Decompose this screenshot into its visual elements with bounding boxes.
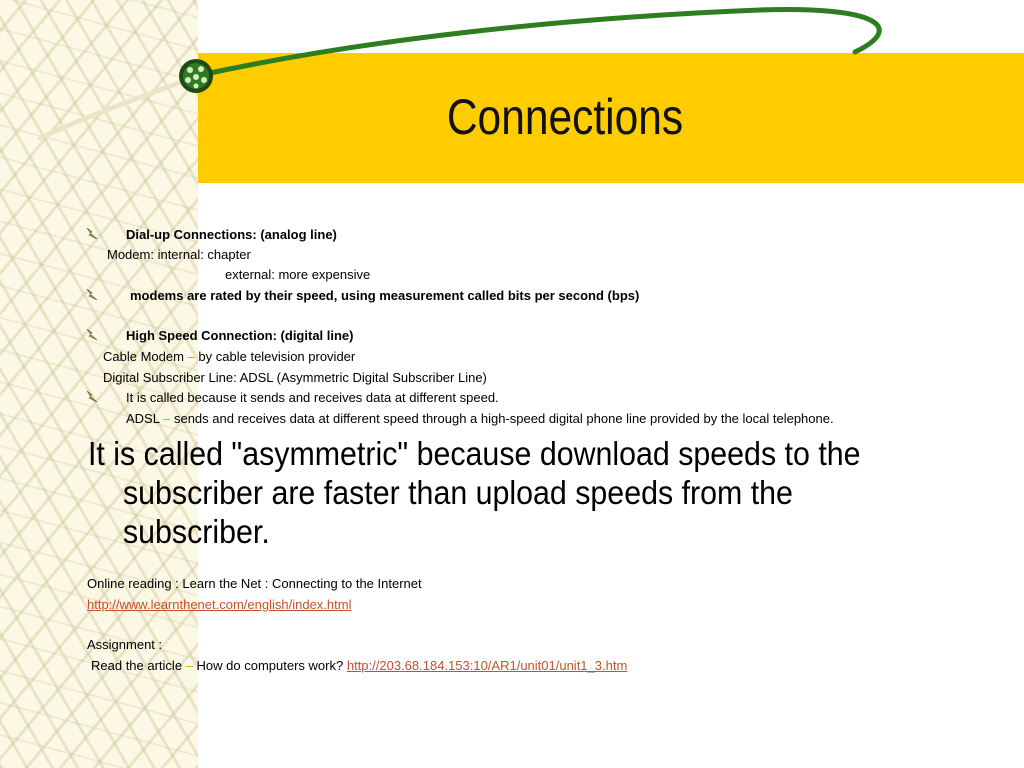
assignment-question: How do computers work? [196, 658, 344, 673]
adsl-desc: sends and receives data at different speed through a high-speed digital phone line provided by the local telephone. [173, 411, 834, 426]
lightning-bullet-icon [86, 391, 98, 403]
cable-modem-line [103, 349, 355, 365]
cable-modem-desc: by cable television provider [198, 349, 356, 364]
different-speed-text: It is called because it sends and receives data at different speed. [126, 390, 499, 405]
adsl-label: ADSL [126, 411, 160, 426]
lightning-bullet-icon [86, 329, 98, 341]
asymmetric-statement: It is called "asymmetric" because download speeds to the subscriber are faster than upload speeds from the subscriber. [88, 435, 861, 550]
adsl-line [126, 411, 834, 427]
lightning-bullet-icon [86, 289, 98, 301]
assignment-label: Assignment : [87, 637, 163, 652]
learnthenet-link[interactable]: http://www.learnthenet.com/english/index.html [87, 597, 352, 612]
adsl-dash: – [163, 411, 171, 426]
dsl-text: Digital Subscriber Line: ADSL (Asymmetric Digital Subscriber Line) [103, 370, 487, 385]
cable-modem-label: Cable Modem [103, 349, 184, 364]
modem-external-text: external: more expensive [225, 267, 371, 282]
highspeed-heading: High Speed Connection: (digital line) [126, 328, 354, 343]
slide-title: Connections [446, 89, 684, 145]
assignment-prefix: Read the article [91, 658, 183, 673]
green-orb-icon [179, 59, 213, 93]
cable-modem-dash: – [187, 349, 195, 364]
lightning-bullet-icon [86, 228, 98, 240]
assignment-article-link[interactable]: http://203.68.184.153:10/AR1/unit01/unit1_3.htm [346, 658, 628, 673]
assignment-line [91, 658, 627, 674]
online-reading-label: Online reading : Learn the Net : Connecting to the Internet [87, 576, 422, 591]
swoosh-tail [40, 76, 196, 138]
modem-rated-text: modems are rated by their speed, using measurement called bits per second (bps) [130, 288, 640, 303]
dialup-heading: Dial-up Connections: (analog line) [126, 227, 337, 242]
assignment-dash: – [185, 658, 193, 673]
swoosh-curve [196, 10, 879, 76]
modem-internal-text: Modem: internal: chapter [107, 247, 251, 262]
